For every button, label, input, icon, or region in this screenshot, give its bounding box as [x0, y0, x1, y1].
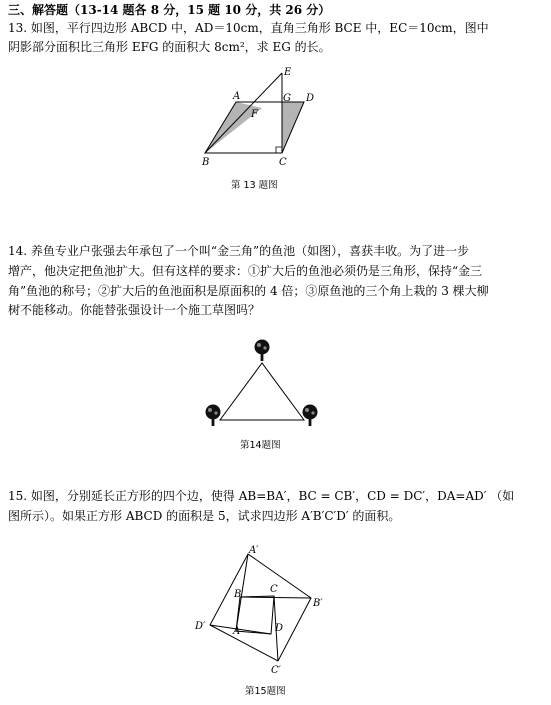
tree-icon [206, 405, 221, 427]
q15-outer-square [210, 554, 311, 661]
q13-label-b: B [202, 157, 210, 168]
q14-text-line-2: 增产，他决定把鱼池扩大。但有这样的要求：①扩大后的鱼池必须仍是三角形，保持“金三 [8, 264, 483, 278]
q15-label-c: C [270, 584, 278, 595]
q13-label-a: A [233, 91, 241, 102]
q15-inner-square [236, 596, 274, 634]
q15-label-b-prime: B′ [313, 598, 323, 609]
q15-text-line-1: 15. 如图，分别延长正方形的四个边，使得 AB=BA′，BC = CB′，CD = DC′，DA=AD′ （如 [8, 489, 515, 503]
q13-caption: 第 13 题图 [231, 180, 278, 191]
q13-label-g: G [283, 93, 291, 104]
q15-text-line-2: 图所示）。如果正方形 ABCD 的面积是 5，试求四边形 A′B′C′D′ 的面积。 [8, 509, 401, 523]
q13-label-e: E [284, 67, 292, 78]
q13-text-line-2: 阴影部分面积比三角形 EFG 的面积大 8cm²，求 EG 的长。 [8, 40, 331, 54]
q13-figure [190, 60, 350, 175]
tree-icon [303, 405, 318, 427]
q14-text-line-1: 14. 养鱼专业户张强去年承包了一个叫“金三角”的鱼池（如图），喜获丰收。为了进一步 [8, 244, 470, 258]
q13-segment-be [205, 73, 282, 153]
q13-label-f: F [251, 109, 258, 120]
q15-label-a: A [233, 626, 241, 637]
q13-label-d: D [306, 93, 315, 104]
q13-label-c: C [279, 157, 287, 168]
tree-icon [255, 340, 270, 362]
q14-pond-triangle [220, 363, 304, 420]
q14-text-line-4: 树不能移动。你能替张强设计一个施工草图吗？ [8, 303, 261, 317]
q13-text-line-1: 13. 如图，平行四边形 ABCD 中，AD＝10cm，直角三角形 BCE 中，EC＝10cm，图中 [8, 21, 489, 35]
q15-label-b: B [234, 589, 242, 600]
q15-label-d: D [275, 623, 284, 634]
q14-caption: 第14题图 [240, 440, 281, 451]
q15-caption: 第15题图 [245, 686, 286, 697]
q13-right-angle-mark [276, 147, 282, 153]
q14-figure [200, 335, 325, 430]
q15-label-a-prime: A′ [249, 545, 259, 556]
q15-figure [190, 540, 340, 685]
q15-label-d-prime: D′ [195, 621, 206, 632]
section-title: 三、解答题（13-14 题各 8 分，15 题 10 分，共 26 分） [8, 3, 331, 17]
q15-label-c-prime: C′ [271, 665, 281, 676]
q14-text-line-3: 角”鱼池的称号；②扩大后的鱼池面积是原面积的 4 倍；③原鱼池的三个角上栽的 3 棵大柳 [8, 284, 489, 298]
